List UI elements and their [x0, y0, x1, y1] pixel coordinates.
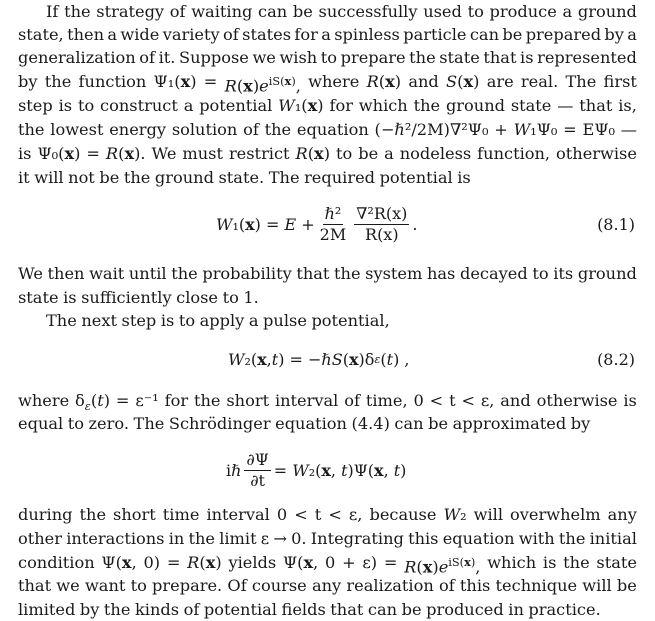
- text-line: state is sufficiently close to 1.: [18, 288, 259, 307]
- text-line: the lowest energy solution of the equation (−ℏ²/2M)∇²Ψ₀ + W₁Ψ₀ = EΨ₀ —: [18, 120, 637, 139]
- equation-body: W ₂( x , t ) = −ℏ S ( x )δ ε ( t ) ,: [228, 349, 410, 369]
- equation-tail: .: [412, 214, 418, 234]
- text-line: during the short time interval 0 < t < ε, because W₂ will overwhelm any: [18, 505, 637, 524]
- equation-8-2: [0, 337, 655, 381]
- fraction-denominator: ∂t: [250, 470, 265, 490]
- text-line: state, then a wide variety of states for a spinless particle can be prepared by a: [18, 25, 637, 44]
- text-line: If the strategy of waiting can be successfully used to produce a ground: [46, 2, 637, 21]
- text-line: limited by the kinds of potential fields that can be produced in practice.: [18, 600, 601, 619]
- fraction-numerator: ℏ²: [324, 203, 342, 223]
- equation-rhs: = W₂(x, t)Ψ(x, t): [273, 460, 407, 480]
- text-line: condition Ψ(x, 0) = R(x) yields Ψ(x, 0 + ε) = $R(x)e^{iS(x)}$, which is the state: [18, 553, 637, 577]
- equation-number: (8.2): [597, 349, 635, 369]
- equation-body: [226, 448, 406, 492]
- text-line: generalization of it. Suppose we wish to prepare the state that is represented: [18, 48, 637, 67]
- equation-lhs: iℏ: [226, 460, 242, 480]
- equation-number: (8.1): [597, 214, 635, 234]
- fraction: [244, 451, 270, 490]
- text-line: by the function Ψ₁(x) = $R(x)e^{iS(x)}$, where R(x) and S(x) are real. The first: [18, 72, 637, 96]
- fraction-denominator: 2M: [319, 224, 347, 244]
- fraction-denominator: R(x): [365, 224, 399, 244]
- text-line: The next step is to apply a pulse potential,: [46, 311, 390, 330]
- equation-lhs: W₁(x) = E +: [216, 214, 315, 234]
- fraction-numerator: ∇²R(x): [356, 203, 408, 223]
- text-line: equal to zero. The Schrödinger equation (4.4) can be approximated by: [18, 414, 591, 433]
- equation-body: [216, 202, 417, 246]
- text-line: We then wait until the probability that the system has decayed to its ground: [18, 264, 637, 283]
- fraction-numerator: ∂Ψ: [246, 449, 269, 469]
- fraction: [318, 205, 349, 244]
- text-line: it will not be the ground state. The required potential is: [18, 168, 471, 187]
- text-line: step is to construct a potential W₁(x) for which the ground state — that is,: [18, 96, 637, 115]
- text-line: that we want to prepare. Of course any realization of this technique will be: [18, 576, 637, 595]
- fraction: [354, 205, 409, 244]
- text-line: is Ψ₀(x) = R(x). We must restrict R(x) to be a nodeless function, otherwise: [18, 144, 637, 163]
- equation-8-1: [0, 202, 655, 246]
- text-line: where $\delta_\varepsilon(t)$ = ε⁻¹ for the short interval of time, 0 < t < ε, and otherwise is: [18, 391, 637, 414]
- text-line: other interactions in the limit ε → 0. Integrating this equation with the initial: [18, 529, 637, 548]
- equation-schrodinger: [0, 448, 655, 492]
